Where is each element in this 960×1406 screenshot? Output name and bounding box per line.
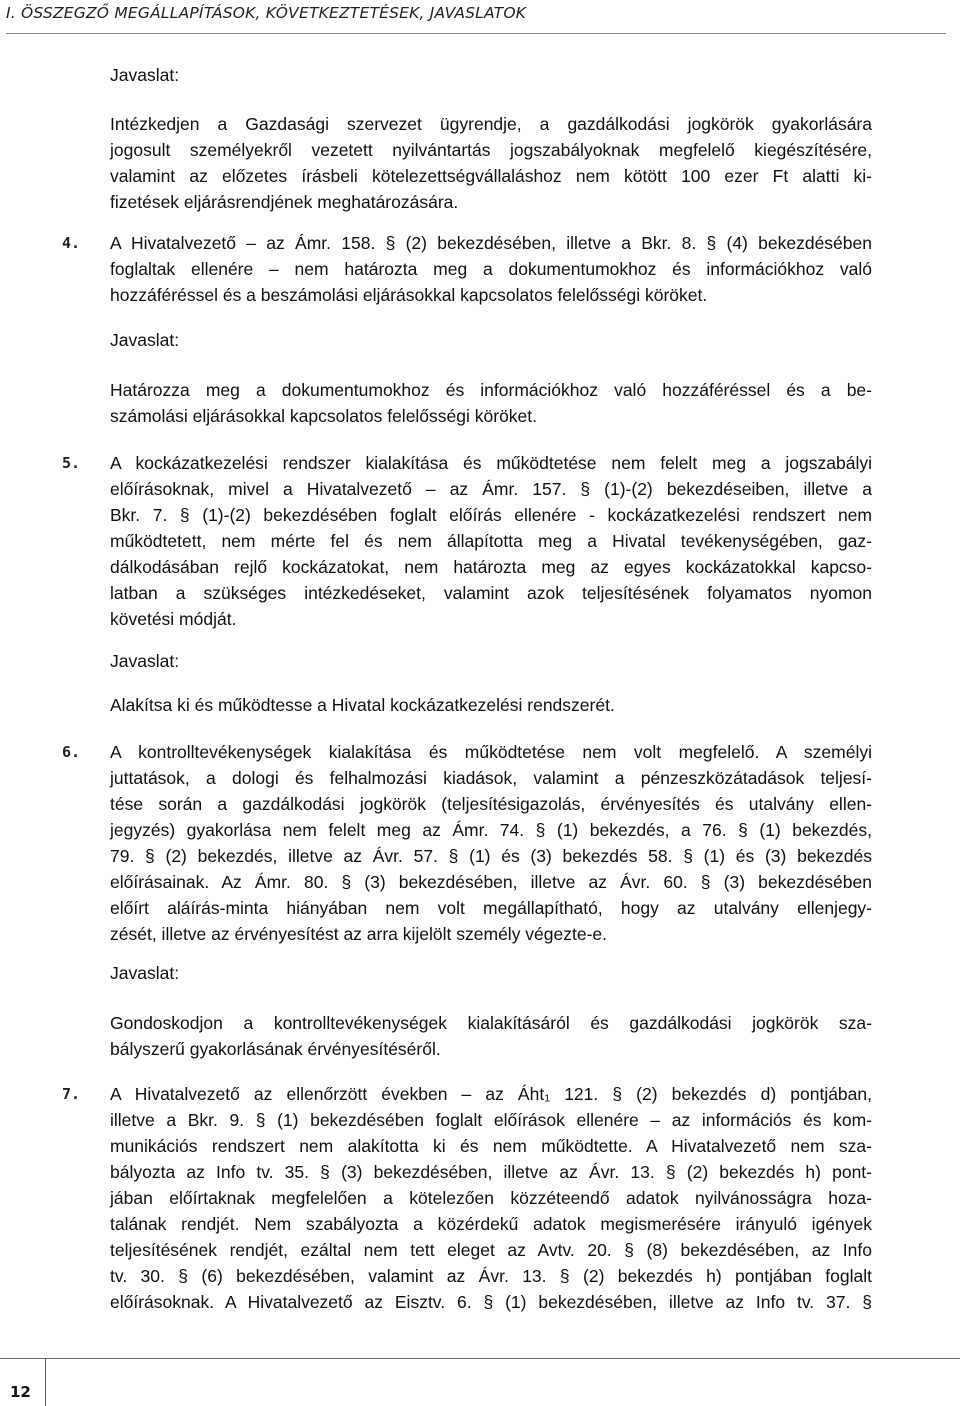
text-line: jában előírtaknak megfelelően a kötelezően közzéteendő adatok nyilvánosságra hoza- <box>110 1188 872 1208</box>
text-line: Alakítsa ki és működtesse a Hivatal kockázatkezelési rendszerét. <box>110 695 615 715</box>
proposal-text <box>110 692 872 718</box>
text-line: követési módját. <box>110 609 237 629</box>
finding-text <box>110 450 872 632</box>
text-line: talának rendjét. Nem szabályozta a közérdekű adatok megismerésére irányuló igények <box>110 1214 872 1234</box>
finding-number: 7. <box>62 1085 81 1103</box>
text-line: Bkr. 7. § (1)-(2) bekezdésében foglalt előírás ellenére - kockázatkezelési rendszert nem <box>110 505 872 525</box>
text-line: tv. 30. § (6) bekezdésében, valamint az Ávr. 13. § (2) bekezdés h) pontjában foglalt <box>110 1266 872 1286</box>
text-line: előírt aláírás-minta hiányában nem volt megállapítható, hogy az utalvány ellenjegy- <box>110 898 872 918</box>
text-line: Intézkedjen a Gazdasági szervezet ügyrendje, a gazdálkodási jogkörök gyakorlására <box>110 114 872 134</box>
proposal-label: Javaslat: <box>110 963 180 983</box>
proposal-text <box>110 377 872 429</box>
finding-number: 5. <box>62 454 81 472</box>
text-line: előírásoknak. A Hivatalvezető az Eisztv. 6. § (1) bekezdésében, illetve az Info tv. 37. § <box>110 1292 872 1312</box>
text-line: működtetett, nem mérte fel és nem állapította meg a Hivatal tevékenységében, gaz- <box>110 531 872 551</box>
text-line: bályozta az Info tv. 35. § (3) bekezdésében, illetve az Ávr. 13. § (2) bekezdés h) pont- <box>110 1162 872 1182</box>
text-line: jegyzés) gyakorlása nem felelt meg az Ámr. 74. § (1) bekezdés, a 76. § (1) bekezdés, <box>110 820 872 840</box>
text-line: bályszerű gyakorlásának érvényesítéséről. <box>110 1039 441 1059</box>
text-line: 79. § (2) bekezdés, illetve az Ávr. 57. § (1) és (3) bekezdés 58. § (1) és (3) bekezdés <box>110 846 872 866</box>
text-line: valamint az előzetes írásbeli kötelezettségvállaláshoz nem kötött 100 ezer Ft alatti ki- <box>110 166 872 186</box>
text-line: illetve a Bkr. 9. § (1) bekezdésében foglalt előírások ellenére – az információs és kom- <box>110 1110 872 1130</box>
text-line: A Hivatalvezető – az Ámr. 158. § (2) bekezdésében, illetve a Bkr. 8. § (4) bekezdésében <box>110 233 872 253</box>
text-line: latban a szükséges intézkedéseket, valamint azok teljesítésének folyamatos nyomon <box>110 583 872 603</box>
finding-number: 4. <box>62 234 81 252</box>
text-line: foglaltak ellenére – nem határozta meg a dokumentumokhoz és információkhoz való <box>110 259 872 279</box>
text-line: előírásoknak, mivel a Hivatalvezető – az Ámr. 157. § (1)-(2) bekezdéseiben, illetve a <box>110 479 872 499</box>
text-line: tése során a gazdálkodási jogkörök (teljesítésigazolás, érvényesítés és utalvány ellen- <box>110 794 872 814</box>
proposal-label: Javaslat: <box>110 651 180 671</box>
footer-divider <box>0 1358 960 1359</box>
text-line: teljesítésének rendjét, ezáltal nem tett eleget az Avtv. 20. § (8) bekezdésében, az Info <box>110 1240 872 1260</box>
proposal-text <box>110 1010 872 1062</box>
text-line: fizetések eljárásrendjének meghatározására. <box>110 192 459 212</box>
text-line: jogosult személyekről vezetett nyilvántartás jogszabályoknak megfelelő kiegészítésére, <box>110 140 872 160</box>
text-line: hozzáféréssel és a beszámolási eljárásokkal kapcsolatos felelősségi köröket. <box>110 285 708 305</box>
text-line: Határozza meg a dokumentumokhoz és információkhoz való hozzáféréssel és a be- <box>110 380 872 400</box>
proposal-label: Javaslat: <box>110 330 180 350</box>
page-number: 12 <box>10 1383 31 1401</box>
text-line: munikációs rendszert nem alakította ki és nem működtette. A Hivatalvezető nem sza- <box>110 1136 872 1156</box>
text-line: zését, illetve az érvényesítést az arra kijelölt személy végezte-e. <box>110 924 608 944</box>
text-line: A kockázatkezelési rendszer kialakítása és működtetése nem felelt meg a jogszabályi <box>110 453 872 473</box>
proposal-text <box>110 111 872 215</box>
text-line: dálkodásában rejlő kockázatokat, nem határozta meg az egyes kockázatokkal kapcso- <box>110 557 872 577</box>
header-divider <box>6 33 946 34</box>
page-header-title: I. ÖSSZEGZŐ MEGÁLLAPÍTÁSOK, KÖVETKEZTETÉSEK, JAVASLATOK <box>6 4 527 22</box>
finding-number: 6. <box>62 743 81 761</box>
text-line: A Hivatalvezető az ellenőrzött években – az Áht₁ 121. § (2) bekezdés d) pontjában, <box>110 1084 872 1104</box>
finding-text <box>110 739 872 947</box>
text-line: számolási eljárásokkal kapcsolatos felelősségi köröket. <box>110 406 538 426</box>
text-line: A kontrolltevékenységek kialakítása és működtetése nem volt megfelelő. A személyi <box>110 742 872 762</box>
footer-vertical-divider <box>45 1358 46 1406</box>
text-line: Gondoskodjon a kontrolltevékenységek kialakításáról és gazdálkodási jogkörök sza- <box>110 1013 872 1033</box>
text-line: előírásainak. Az Ámr. 80. § (3) bekezdésében, illetve az Ávr. 60. § (3) bekezdésében <box>110 872 872 892</box>
text-line: juttatások, a dologi és felhalmozási kiadások, valamint a pénzeszközátadások teljesí- <box>110 768 872 788</box>
proposal-label: Javaslat: <box>110 65 180 85</box>
finding-text <box>110 230 872 308</box>
finding-text <box>110 1081 872 1315</box>
